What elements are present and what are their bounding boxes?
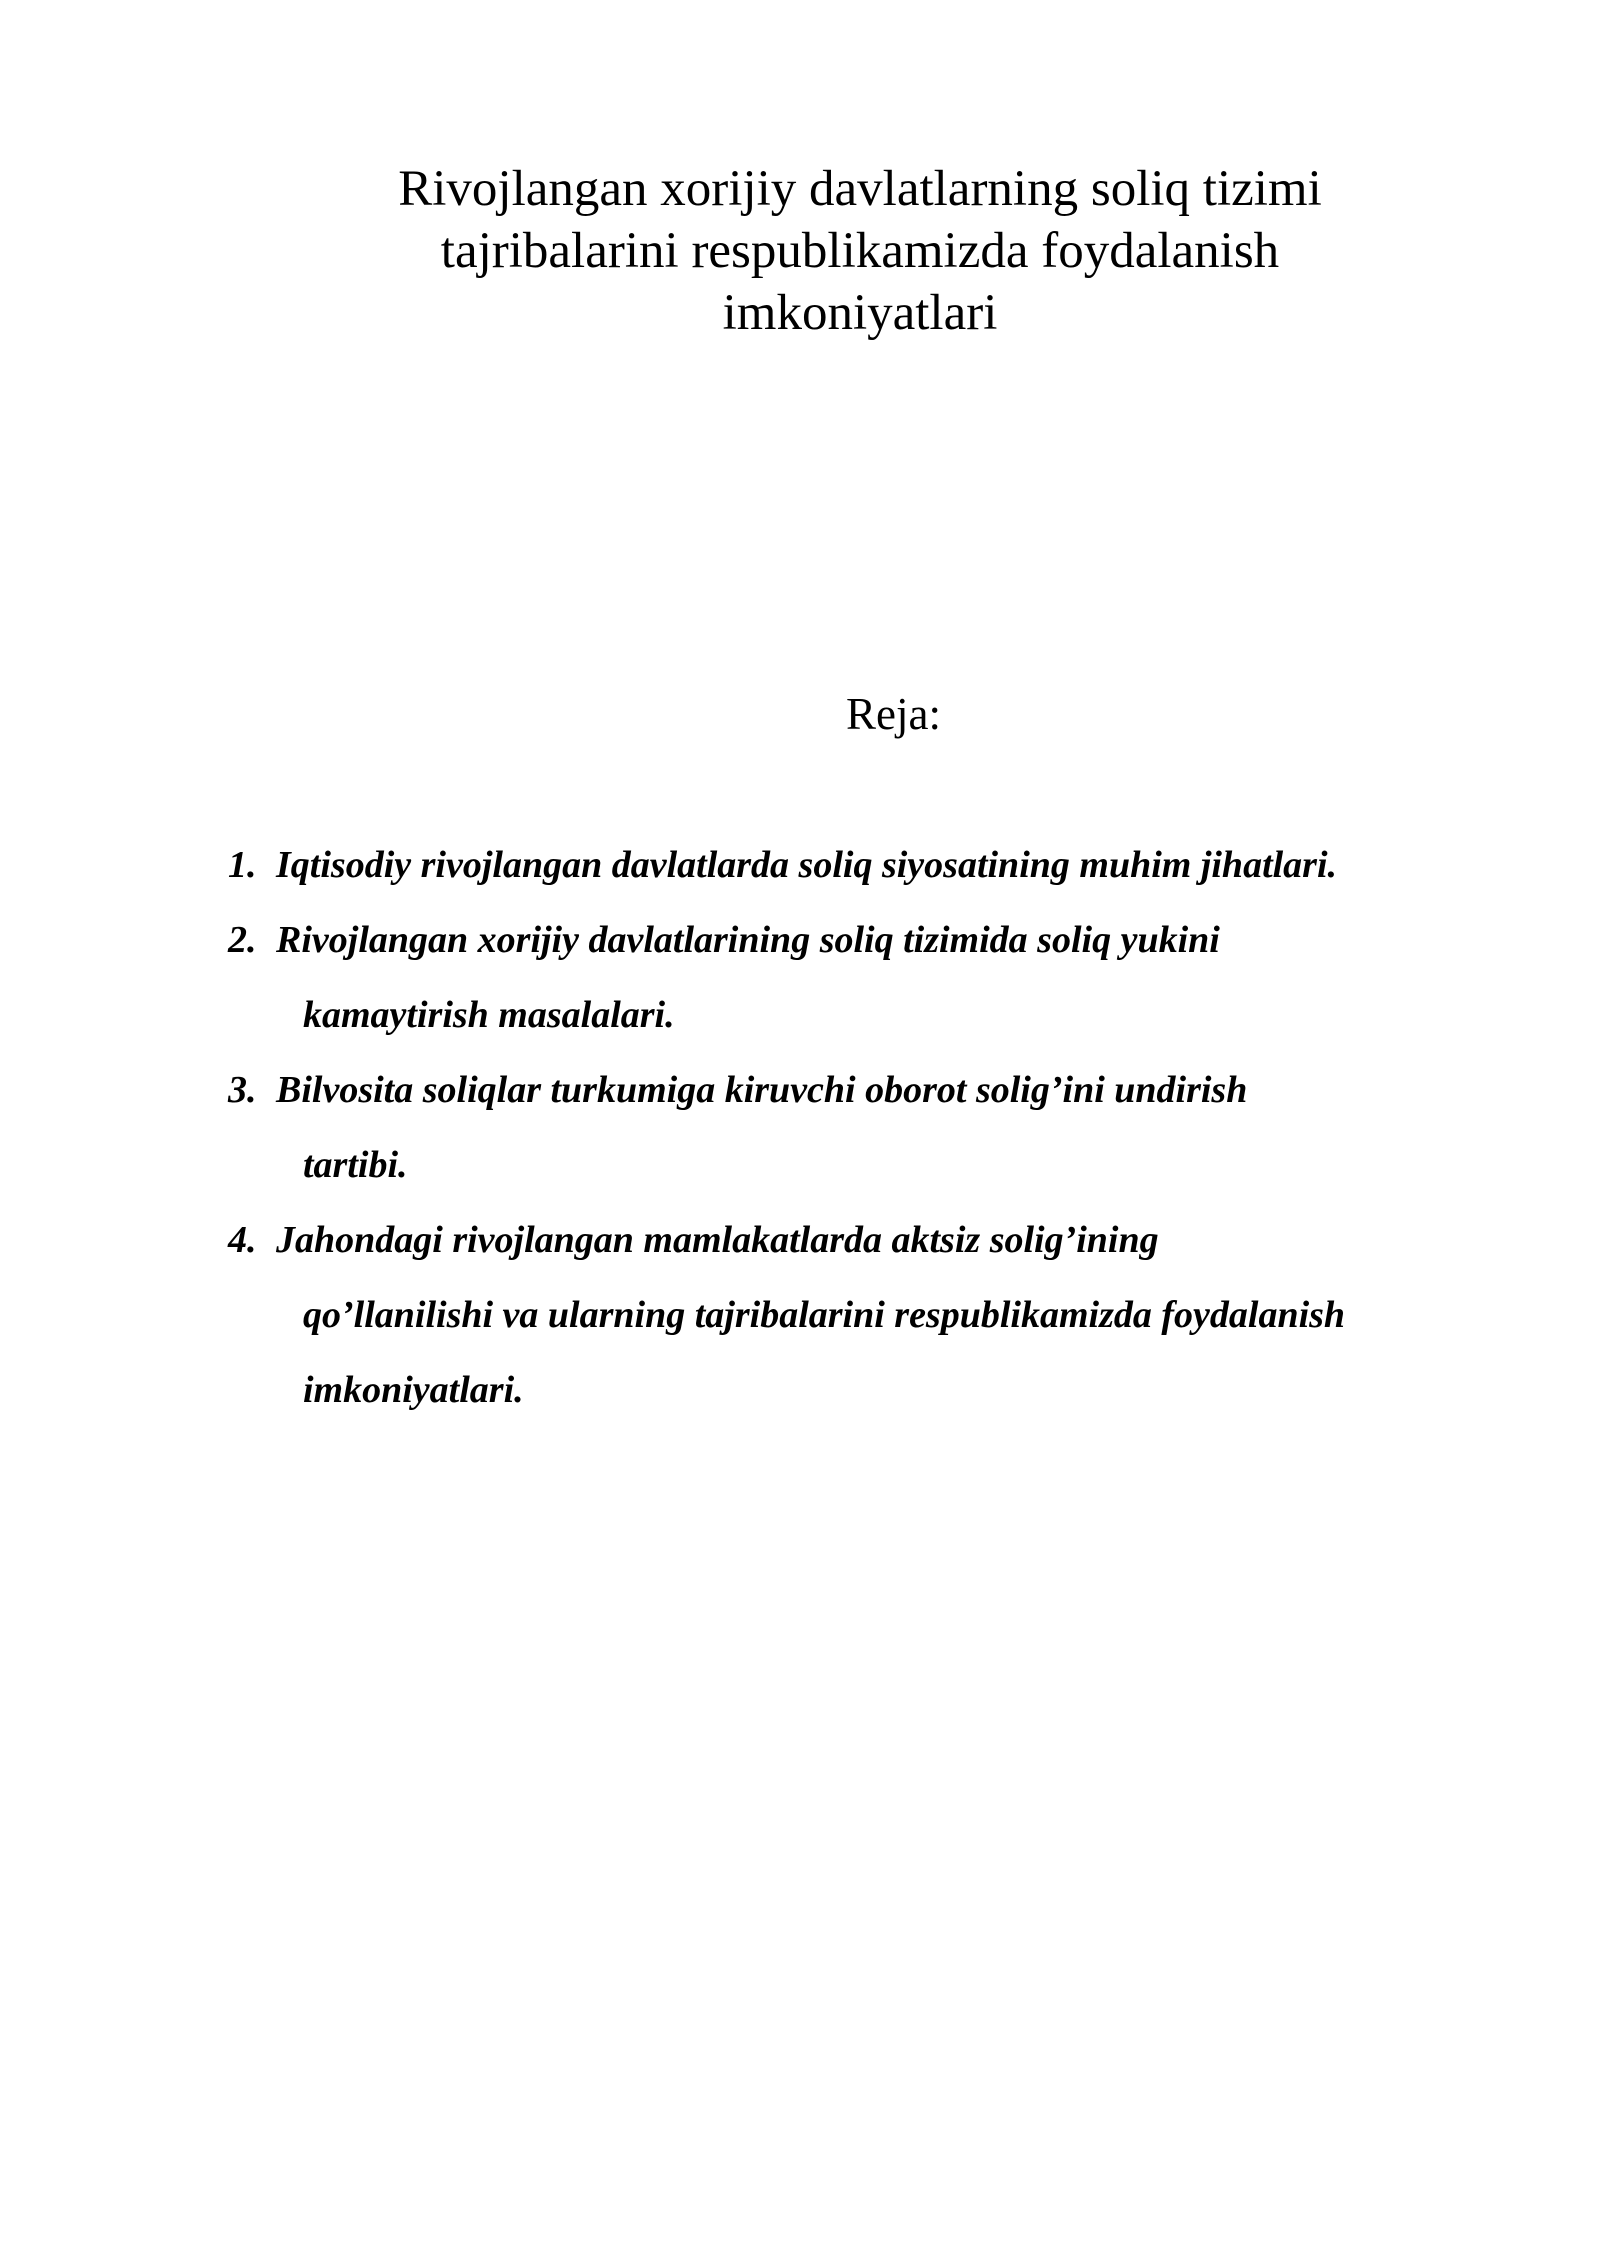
document-title [300, 158, 1420, 344]
plan-item-number: 1. [228, 844, 257, 886]
plan-item-number: 2. [228, 919, 257, 961]
plan-list [228, 828, 1528, 1428]
plan-item-text-continued: qo’llanilishi va ularning tajribalarini respublikamizda foydalanish [303, 1294, 1346, 1336]
plan-heading: Reja: [846, 689, 941, 739]
title-line: tajribalarini respublikamizda foydalanish [440, 223, 1280, 279]
plan-item-1 [228, 828, 1528, 903]
plan-item-2 [228, 903, 1528, 1053]
plan-item-text-continued: imkoniyatlari. [303, 1369, 524, 1411]
title-line: Rivojlangan xorijiy davlatlarning soliq tizimi [398, 161, 1322, 217]
plan-item-number: 3. [228, 1069, 257, 1111]
plan-item-text-continued: tartibi. [303, 1144, 408, 1186]
plan-item-4 [228, 1203, 1528, 1428]
plan-item-text: Rivojlangan xorijiy davlatlarining soliq tizimida soliq yukini [276, 919, 1220, 961]
title-line: imkoniyatlari [722, 285, 998, 341]
plan-item-text-continued: kamaytirish masalalari. [303, 994, 675, 1036]
plan-item-3 [228, 1053, 1528, 1203]
plan-item-text: Jahondagi rivojlangan mamlakatlarda aktsiz solig’ining [276, 1219, 1159, 1261]
plan-item-text: Iqtisodiy rivojlangan davlatlarda soliq siyosatining muhim jihatlari. [276, 844, 1338, 886]
plan-item-number: 4. [228, 1219, 257, 1261]
plan-item-text: Bilvosita soliqlar turkumiga kiruvchi oborot solig’ini undirish [276, 1069, 1248, 1111]
